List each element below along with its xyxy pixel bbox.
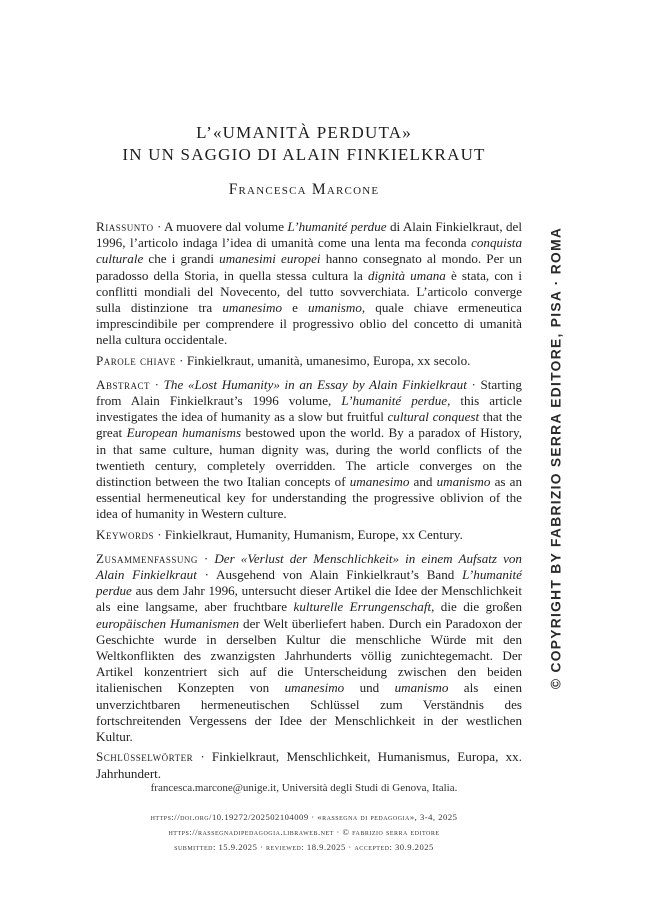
- abstract-title: The «Lost Humanity» in an Essay by Alain Finkielkraut: [163, 376, 467, 392]
- italic-term: dignità umana: [367, 267, 446, 283]
- schluesselwoerter-paragraph: [96, 749, 522, 781]
- author-name: Francesca Marcone: [228, 181, 380, 198]
- title-line-1: L’«UMANITÀ PERDUTA»: [196, 123, 412, 142]
- separator: ·: [196, 567, 217, 583]
- copyright-notice: © COPYRIGHT BY FABRIZIO SERRA EDITORE, PISA · ROMA: [548, 226, 564, 690]
- book-title: L’humanité perdue: [287, 219, 387, 234]
- italic-term: europäischen Humanismen: [96, 615, 240, 631]
- abstracts-section: [96, 219, 522, 782]
- separator: ·: [193, 749, 212, 765]
- publication-metadata: [96, 810, 512, 855]
- zusammenfassung-paragraph: [96, 551, 522, 745]
- riassunto-text: di Alain Finkielkraut, del 1996, l’articolo indaga l’idea di umanità come una lenta ma feconda: [96, 219, 522, 251]
- italic-term: cultural conquest: [387, 409, 480, 425]
- italic-term: kulturelle Errungenschaft: [293, 599, 432, 615]
- italic-term: umanismo: [308, 300, 362, 316]
- separator: ·: [153, 219, 165, 234]
- author-affiliation-footnote: francesca.marcone@unige.it, Università degli Studi di Genova, Italia.: [150, 782, 458, 794]
- zusammenfassung-text: aus dem Jahr 1996, untersucht dieser Artikel die Idee der Menschlichkeit als eine langsame, aber fruchtbare: [96, 583, 522, 615]
- abstract-label: Abstract: [96, 376, 150, 392]
- separator: ·: [466, 376, 481, 392]
- schluesselwoerter-text: Finkielkraut, Menschlichkeit, Humanismus, Europa, xx. Jahrhundert.: [96, 749, 522, 781]
- separator: ·: [197, 550, 215, 566]
- riassunto-paragraph: [96, 219, 522, 349]
- riassunto-text: è stata, con i conflitti mondiali del Novecento, del tutto sovverchiata. L’articolo converge sulla distinzione tra: [96, 267, 522, 316]
- zusammenfassung-label: Zusammenfassung: [96, 550, 198, 566]
- italic-term: conquista culturale: [96, 235, 522, 267]
- zusammenfassung-text: , die die großen: [431, 599, 522, 615]
- schluesselwoerter-label: Schlüsselwörter: [96, 749, 194, 765]
- abstract-text: bestowed upon the world. By a paradox of History, in that same culture, human dignity was, during the world conflicts of the twentieth century, completely overridden. The article converges on the distinction between the two Italian concepts of: [96, 425, 522, 490]
- italic-term: umanismo: [436, 474, 491, 490]
- zusammenfassung-text: der Welt überliefert haben. Durch ein Paradoxon der Geschichte wurde in derselben Kultur die menschliche Würde mit den Weltkonflikten des zwanzigsten Jahrhunderts völlig zunichtegemacht. Der Artikel konzentriert sich auf die Unterscheidung zwischen den beiden italienischen Konzepten von: [96, 615, 522, 696]
- abstract-text: that the great: [96, 409, 522, 441]
- doi-line: https://doi.org/10.19272/202502104009 · «rassegna di pedagogia», 3-4, 2025: [150, 812, 458, 822]
- title-line-2: IN UN SAGGIO DI ALAIN FINKIELKRAUT: [122, 145, 486, 164]
- separator: ·: [149, 376, 164, 392]
- abstract-text: and: [409, 474, 437, 490]
- keywords-paragraph: [96, 527, 522, 543]
- abstract-text: , this article investigates the idea of humanity as a slow but fruitful: [96, 393, 522, 425]
- riassunto-text: A muovere dal volume: [164, 219, 288, 234]
- keywords-text: Finkielkraut, Humanity, Humanism, Europe, xx Century.: [164, 526, 463, 542]
- italic-term: umanismo: [394, 680, 449, 696]
- keywords-label: Keywords: [96, 526, 154, 542]
- book-title: L’humanité perdue: [96, 567, 522, 599]
- riassunto-text: , quale chiave ermeneutica imprescindibile per comprendere il progressivo oblio del concetto di umanità nella cultura occidentale.: [96, 300, 522, 348]
- italic-term: umanesimo: [349, 474, 410, 490]
- parole-chiave-paragraph: [96, 353, 522, 369]
- abstract-text: Starting from Alain Finkielkraut’s 1996 volume,: [96, 376, 522, 409]
- italic-term: umanesimo: [222, 300, 282, 316]
- article-title: [96, 122, 512, 166]
- book-title: L’humanité perdue: [341, 393, 448, 409]
- zusammenfassung-text: als einen unverzichtbaren hermeneutischen Schlüssel zum Verständnis des fortschreitenden Vergessens der Idee der Menschlichkeit in der westlichen Kultur.: [96, 680, 523, 745]
- riassunto-label: Riassunto: [96, 219, 154, 234]
- italic-term: umanesimo: [284, 680, 345, 696]
- separator: ·: [153, 526, 165, 542]
- abstract-paragraph: [96, 377, 522, 523]
- riassunto-text: che i grandi: [143, 251, 220, 267]
- riassunto-text: hanno consegnato al mondo. Per un paradosso della Storia, in quella stessa cultura la: [96, 251, 522, 283]
- italic-term: umanesimi europei: [219, 251, 321, 267]
- review-dates-line: submitted: 15.9.2025 · reviewed: 18.9.2025 · accepted: 30.9.2025: [174, 842, 434, 852]
- zusammenfassung-title: Der «Verlust der Menschlichkeit» in einem Aufsatz von Alain Finkielkraut: [96, 550, 522, 583]
- parole-chiave-text: Finkielkraut, umanità, umanesimo, Europa, xx secolo.: [186, 352, 471, 368]
- zusammenfassung-text: und: [344, 680, 395, 696]
- abstract-text: as an essential hermeneutical key for understanding the progressive oblivion of the idea of humanity in Western culture.: [96, 474, 522, 522]
- italic-term: European humanisms: [126, 425, 242, 441]
- website-line: https://rassegnadipedagogia.libraweb.net · © fabrizio serra editore: [168, 827, 440, 837]
- zusammenfassung-text: Ausgehend von Alain Finkielkraut’s Band: [216, 567, 463, 583]
- riassunto-text: e: [282, 300, 309, 316]
- parole-chiave-label: Parole chiave: [96, 352, 176, 368]
- separator: ·: [175, 352, 187, 368]
